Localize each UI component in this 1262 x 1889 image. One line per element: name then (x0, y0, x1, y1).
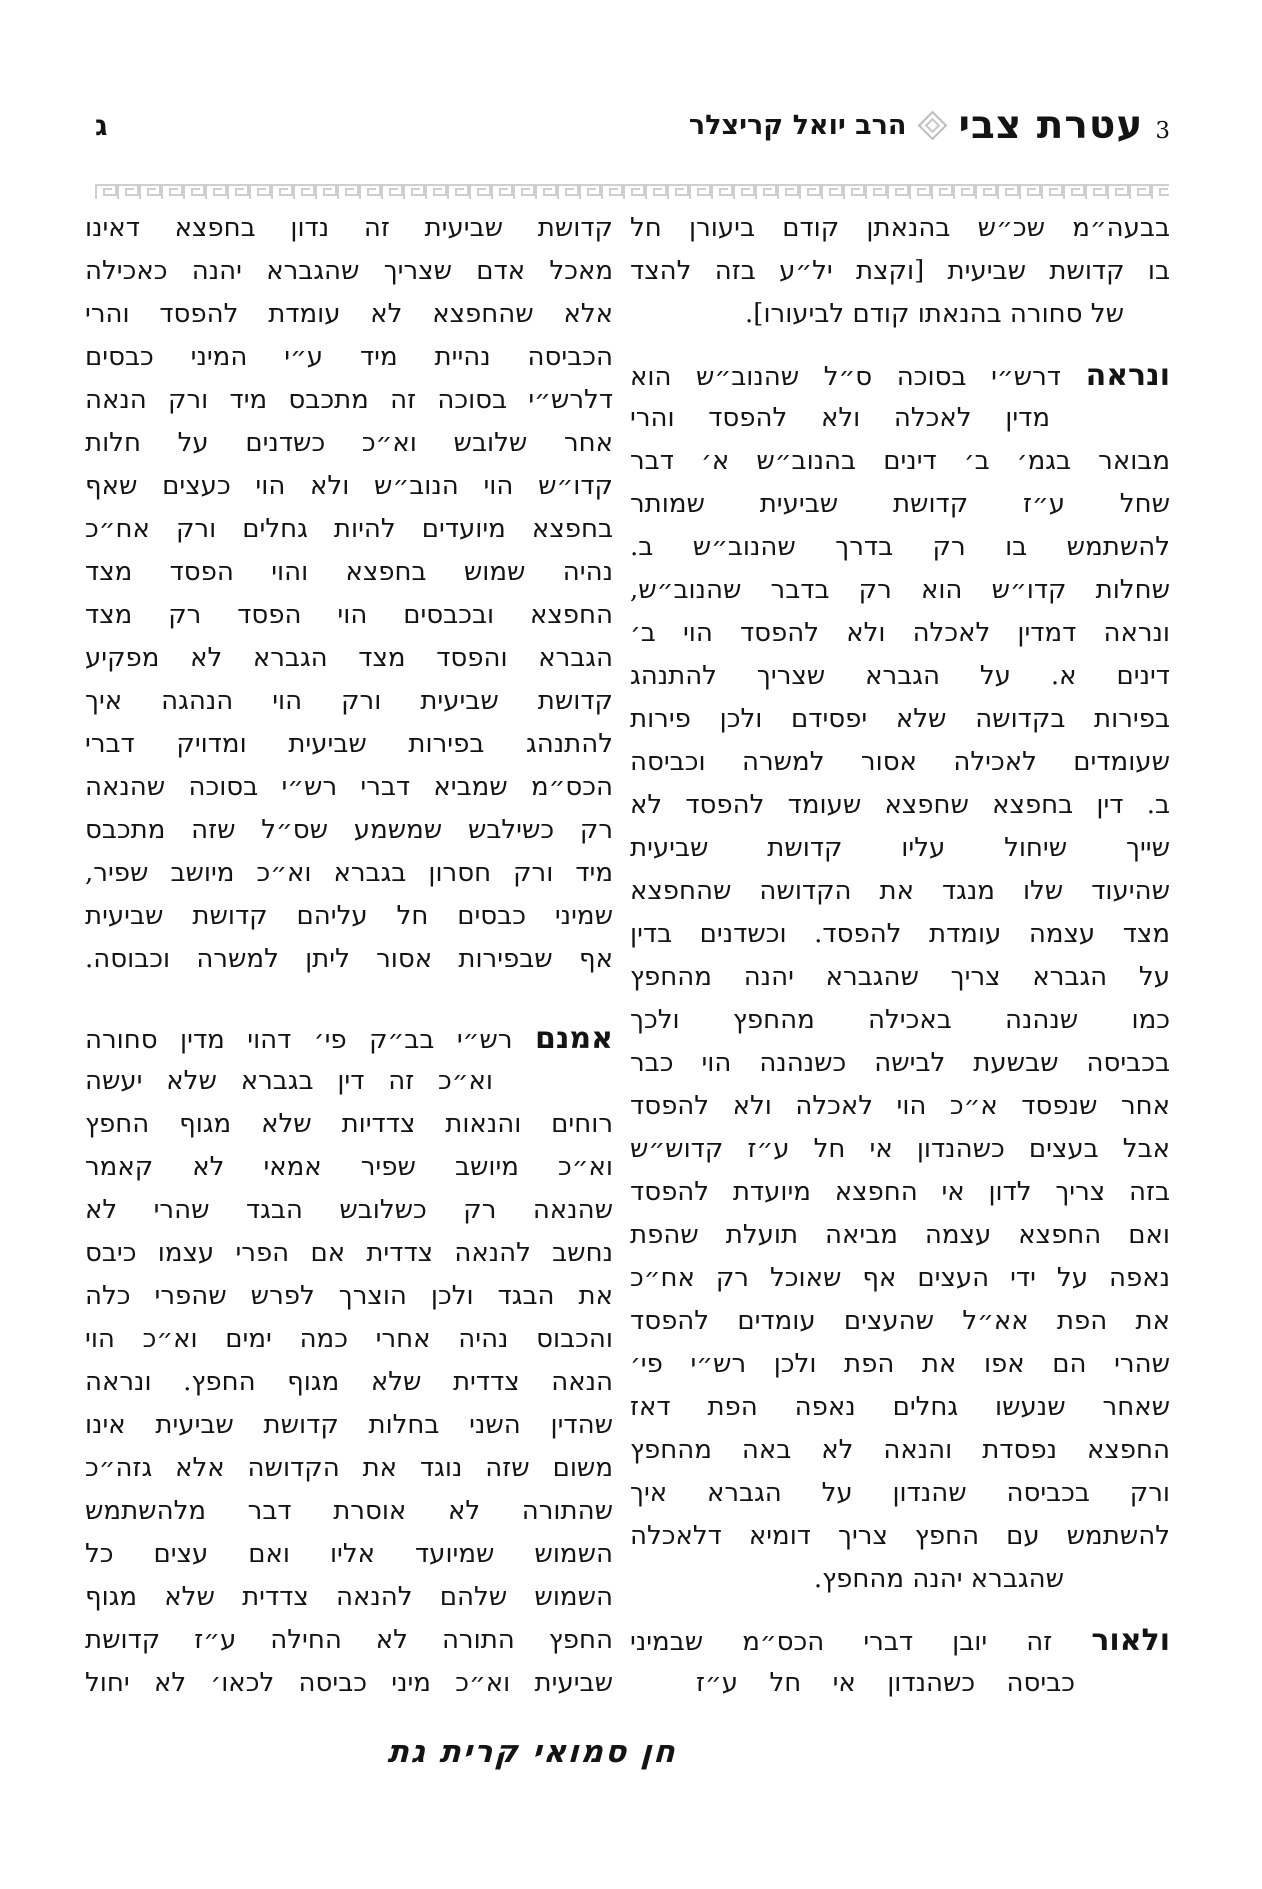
text-line: הנאה צדדית שלא מגוף החפץ. ונראה (85, 1367, 613, 1397)
paragraph (85, 1017, 613, 1705)
meander-border (95, 183, 1169, 200)
text-line: שהרי הם אפו את הפת ולכן רש״י פי׳ (630, 1349, 1170, 1379)
text-line: שהיעוד שלו מנגד את הקדושה שהחפצא (630, 876, 1170, 906)
paragraph (630, 207, 1170, 336)
text-line: ונראה דמדין לאכלה ולא להפסד הוי ב׳ (630, 618, 1170, 648)
text-line: בו קדושת שביעית [וקצת יל״ע בזה להצד (630, 256, 1170, 286)
text-line: ב. דין בחפצא שחפצא שעומד להפסד לא (630, 790, 1170, 820)
nested-diamond-icon (915, 108, 949, 142)
text-line: מדין לאכלה ולא להפסד והרי (630, 403, 1050, 433)
text-line: להשתמש בו רק בדרך שהנוב״ש ב. (630, 532, 1170, 562)
text-line: נחשב להנאה צדדית אם הפרי עצמו כיבס (85, 1238, 613, 1268)
text-line: הכביסה נהיית מיד ע״י המיני כבסים (85, 342, 613, 372)
text-line: השמוש שמיועד אליו ואם עצים כל (85, 1539, 613, 1569)
text-line: שהדין השני בחלות קדושת שביעית אינו (85, 1410, 613, 1440)
text-line: אלא שהחפצא לא עומדת להפסד והרי (85, 299, 613, 329)
text-line: אבל בעצים כשהנדון אי חל ע״ז קדוש״ש (630, 1134, 1170, 1164)
text-line: אחר שלובש וא״כ כשדנים על חלות (85, 428, 613, 458)
text-line: אמנם רש״י בב״ק פי׳ דהוי מדין סחורה (85, 1021, 613, 1056)
text-line: שמיני כבסים חל עליהם קדושת שביעית (85, 901, 613, 931)
text-line: וא״כ מיושב שפיר אמאי לא קאמר (85, 1152, 613, 1182)
page-header (95, 98, 1170, 152)
text-line: נהיה שמוש בחפצא והוי הפסד מצד (85, 557, 613, 587)
text-line: קדו״ש הוי הנוב״ש ולא הוי כעצים שאף (85, 471, 613, 501)
text-line: שהתורה לא אוסרת דבר מלהשתמש (85, 1496, 613, 1526)
text-line: ונראה דרש״י בסוכה ס״ל שהנוב״ש הוא (630, 358, 1170, 393)
text-line: שאחר שנעשו גחלים נאפה הפת דאז (630, 1392, 1170, 1422)
text-line: רוחים והנאות צדדיות שלא מגוף החפץ (85, 1109, 613, 1139)
text-line: שעומדים לאכילה אסור למשרה וכביסה (630, 747, 1170, 777)
text-line: משום שזה נוגד את הקדושה אלא גזה״כ (85, 1453, 613, 1483)
text-line: כביסה כשהנדון אי חל ע״ז (696, 1668, 1075, 1698)
text-line: הכס״מ שמביא דברי רש״י בסוכה שהנאה (85, 772, 613, 802)
text-line: להתנהג בפירות שביעית ומדויק דברי (85, 729, 613, 759)
text-line: דלרש״י בסוכה זה מתכבס מיד ורק הנאה (85, 385, 613, 415)
paragraph (85, 207, 613, 981)
paragraph-opener: ונראה (1085, 358, 1170, 393)
text-line: השמוש שלהם להנאה צדדית שלא מגוף (85, 1582, 613, 1612)
text-line: כמו שנהנה באכילה מהחפץ ולכך (630, 1005, 1170, 1035)
text-line: דינים א. על הגברא שצריך להתנהג (630, 661, 1170, 691)
book-title: עטרת צבי (958, 102, 1144, 148)
folio-letter: ג (95, 108, 108, 142)
text-line: שחל ע״ז קדושת שביעית שמותר (630, 489, 1170, 519)
text-line: אחר שנפסד א״כ הוי לאכלה ולא להפסד (630, 1091, 1170, 1121)
text-columns (85, 207, 1170, 1705)
author-name: הרב יואל קריצלר (688, 109, 907, 141)
text-line: מבואר בגמ׳ ב׳ דינים בהנוב״ש א׳ דבר (630, 446, 1170, 476)
text-line: החפצא נפסדת והנאה לא באה מהחפץ (630, 1435, 1170, 1465)
text-line: והכבוס נהיה אחרי כמה ימים וא״כ הוי (85, 1324, 613, 1354)
text-line: ולאור זה יובן דברי הכס״מ שבמיני (630, 1623, 1170, 1658)
text-line: קדושת שביעית ורק הוי הנהגה איך (85, 686, 613, 716)
text-line: ורק בכביסה שהנדון על הגברא איך (630, 1478, 1170, 1508)
paragraph (630, 1619, 1170, 1705)
text-line: מצד עצמה עומדת להפסד. וכשדנים בדין (630, 919, 1170, 949)
right-column (630, 207, 1170, 1705)
text-line: אף שבפירות אסור ליתן למשרה וכבוסה. (85, 944, 613, 974)
text-line: את הפת אא״ל שהעצים עומדים להפסד (630, 1306, 1170, 1336)
text-line: רק כשילבש שמשמע שס״ל שזה מתכבס (85, 815, 613, 845)
issue-number: 3 (1155, 118, 1170, 144)
text-line: את הבגד ולכן הוצרך לפרש שהפרי כלה (85, 1281, 613, 1311)
text-line: החפצא ובכבסים הוי הפסד רק מצד (85, 600, 613, 630)
text-line: שהגברא יהנה מהחפץ. (813, 1564, 1064, 1594)
text-line: החפץ התורה לא החילה ע״ז קדושת (85, 1625, 613, 1655)
text-line: הגברא והפסד מצד הגברא לא מפקיע (85, 643, 613, 673)
paragraph (630, 354, 1170, 1601)
paragraph-opener: ולאור (1091, 1623, 1170, 1658)
text-line: בבעה״מ שכ״ש בהנאתן קודם ביעורן חל (630, 213, 1170, 243)
left-column (85, 207, 613, 1705)
text-line: בכביסה שבשעת לבישה כשנהנה הוי כבר (630, 1048, 1170, 1078)
text-line: מיד ורק חסרון בגברא וא״כ מיושב שפיר, (85, 858, 613, 888)
text-line: בזה צריך לדון אי החפצא מיועדת להפסד (630, 1177, 1170, 1207)
text-line: שייך שיחול עליו קדושת שביעית (630, 833, 1170, 863)
text-line: של סחורה בהנאתו קודם לביעורו]. (745, 299, 1124, 329)
text-line: וא״כ זה דין בגברא שלא יעשה (85, 1066, 493, 1096)
text-line: בחפצא מיועדים להיות גחלים ורק אח״כ (85, 514, 613, 544)
text-line: להשתמש עם החפץ צריך דומיא דלאכלה (630, 1521, 1170, 1551)
ownership-stamp: חן סמואי קרית גת (386, 1734, 679, 1770)
text-line: בפירות בקדושה שלא יפסידם ולכן פירות (630, 704, 1170, 734)
header-title-cluster (689, 102, 1170, 148)
text-line: שחלות קדו״ש הוא רק בדבר שהנוב״ש, (630, 575, 1170, 605)
text-line: קדושת שביעית זה נדון בחפצא דאינו (85, 213, 613, 243)
text-line: שהנאה רק כשלובש הבגד שהרי לא (85, 1195, 613, 1225)
text-line: מאכל אדם שצריך שהגברא יהנה כאכילה (85, 256, 613, 286)
text-line: ואם החפצא עצמה מביאה תועלת שהפת (630, 1220, 1170, 1250)
text-line: שביעית וא״כ מיני כביסה לכאו׳ לא יחול (85, 1668, 613, 1698)
paragraph-opener: אמנם (534, 1021, 613, 1056)
text-line: נאפה על ידי העצים אף שאוכל רק אח״כ (630, 1263, 1170, 1293)
text-line: על הגברא צריך שהגברא יהנה מהחפץ (630, 962, 1170, 992)
